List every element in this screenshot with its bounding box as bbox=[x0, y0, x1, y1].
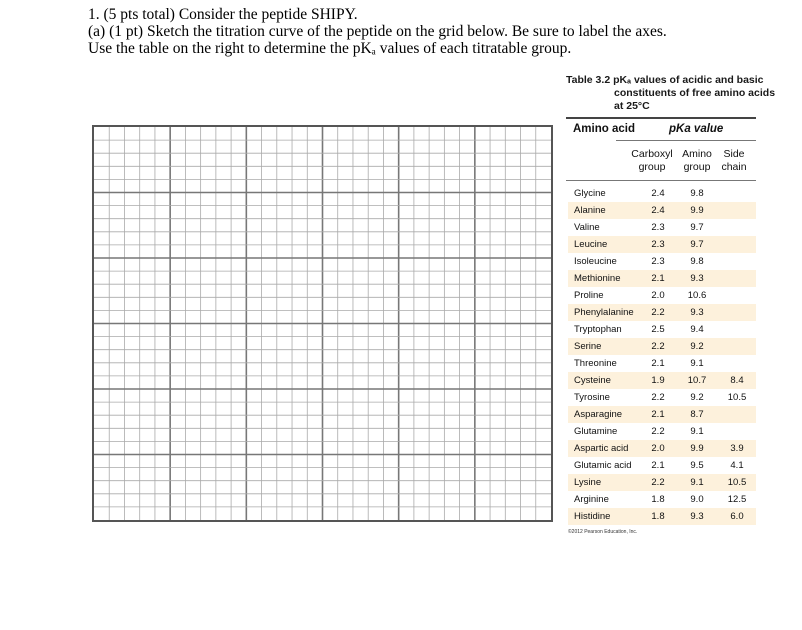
table-row bbox=[568, 219, 756, 236]
amino-pka: 10.6 bbox=[687, 290, 707, 301]
side-chain-pka: 6.0 bbox=[730, 511, 744, 522]
amino-pka: 9.9 bbox=[690, 205, 704, 216]
amino-acid-name: Glutamine bbox=[574, 426, 618, 437]
amino-acid-name: Leucine bbox=[574, 239, 608, 250]
amino-acid-name: Tryptophan bbox=[574, 324, 622, 335]
amino-acid-name: Cysteine bbox=[574, 375, 611, 386]
sub-header-side-2: chain bbox=[721, 161, 747, 173]
question-instruction: Use the table on the right to determine the pKₐ values of each titratable group. bbox=[88, 40, 572, 57]
table-row bbox=[568, 338, 756, 355]
amino-acid-name: Isoleucine bbox=[574, 256, 617, 267]
amino-acid-name: Serine bbox=[574, 341, 602, 352]
amino-acid-name: Phenylalanine bbox=[574, 307, 634, 318]
sub-header-amino-2: group bbox=[683, 161, 711, 173]
table-row bbox=[568, 304, 756, 321]
carboxyl-pka: 1.9 bbox=[651, 375, 665, 386]
carboxyl-pka: 2.2 bbox=[651, 426, 665, 437]
copyright-text: ©2012 Pearson Education, Inc. bbox=[568, 529, 638, 535]
table-row bbox=[568, 270, 756, 287]
carboxyl-pka: 2.1 bbox=[651, 460, 665, 471]
amino-pka: 9.3 bbox=[690, 307, 704, 318]
amino-acid-name: Tyrosine bbox=[574, 392, 610, 403]
table-row bbox=[568, 287, 756, 304]
amino-acid-name: Lysine bbox=[574, 477, 602, 488]
subheader-rule bbox=[566, 180, 756, 181]
amino-pka: 9.1 bbox=[690, 477, 704, 488]
table-row bbox=[568, 406, 756, 423]
amino-acid-name: Glycine bbox=[574, 188, 606, 199]
table-row bbox=[568, 491, 756, 508]
sub-header-carboxyl-2: group bbox=[638, 161, 666, 173]
amino-pka: 9.4 bbox=[690, 324, 704, 335]
side-chain-pka: 12.5 bbox=[727, 494, 747, 505]
question-title: 1. (5 pts total) Consider the peptide SHIPY. bbox=[88, 6, 358, 23]
amino-pka: 9.7 bbox=[690, 222, 704, 233]
table-row bbox=[568, 185, 756, 202]
carboxyl-pka: 2.2 bbox=[651, 392, 665, 403]
table-row bbox=[568, 372, 756, 389]
table-row bbox=[568, 423, 756, 440]
carboxyl-pka: 2.4 bbox=[651, 188, 665, 199]
amino-pka: 9.0 bbox=[690, 494, 704, 505]
carboxyl-pka: 2.5 bbox=[651, 324, 665, 335]
carboxyl-pka: 1.8 bbox=[651, 494, 665, 505]
table-row bbox=[568, 457, 756, 474]
carboxyl-pka: 2.1 bbox=[651, 358, 665, 369]
header-amino-acid: Amino acid bbox=[573, 123, 635, 135]
table-top-rule bbox=[566, 117, 756, 119]
amino-acid-name: Arginine bbox=[574, 494, 609, 505]
amino-pka: 9.3 bbox=[690, 511, 704, 522]
carboxyl-pka: 1.8 bbox=[651, 511, 665, 522]
titration-grid[interactable] bbox=[92, 125, 553, 522]
amino-acid-name: Aspartic acid bbox=[574, 443, 629, 454]
amino-pka: 9.9 bbox=[690, 443, 704, 454]
table-caption-line2: constituents of free amino acids bbox=[614, 87, 776, 99]
sub-header-carboxyl bbox=[627, 148, 677, 174]
amino-pka: 9.7 bbox=[690, 239, 704, 250]
amino-pka: 8.7 bbox=[690, 409, 704, 420]
amino-acid-name: Valine bbox=[574, 222, 600, 233]
table-caption-line3: at 25°C bbox=[614, 100, 650, 112]
table-row bbox=[568, 440, 756, 457]
grid-lines bbox=[94, 127, 551, 520]
sub-header-amino bbox=[677, 148, 717, 174]
side-chain-pka: 4.1 bbox=[730, 460, 744, 471]
table-row bbox=[568, 508, 756, 525]
carboxyl-pka: 2.3 bbox=[651, 222, 665, 233]
table-row bbox=[568, 474, 756, 491]
carboxyl-pka: 2.1 bbox=[651, 409, 665, 420]
table-row bbox=[568, 253, 756, 270]
amino-acid-name: Histidine bbox=[574, 511, 611, 522]
sub-header-amino-1: Amino bbox=[682, 148, 712, 160]
carboxyl-pka: 2.2 bbox=[651, 477, 665, 488]
carboxyl-pka: 2.0 bbox=[651, 443, 665, 454]
amino-pka: 9.5 bbox=[690, 460, 704, 471]
carboxyl-pka: 2.3 bbox=[651, 239, 665, 250]
amino-pka: 9.8 bbox=[690, 188, 704, 199]
amino-acid-name: Alanine bbox=[574, 205, 606, 216]
amino-pka: 9.1 bbox=[690, 426, 704, 437]
table-row bbox=[568, 236, 756, 253]
amino-pka: 10.7 bbox=[687, 375, 707, 386]
header-pka-value: pKa value bbox=[669, 123, 724, 135]
table-row bbox=[568, 321, 756, 338]
carboxyl-pka: 2.2 bbox=[651, 307, 665, 318]
amino-pka: 9.2 bbox=[690, 392, 704, 403]
side-chain-pka: 3.9 bbox=[730, 443, 744, 454]
carboxyl-pka: 2.3 bbox=[651, 256, 665, 267]
table-caption-line1: Table 3.2 pKₐ values of acidic and basic bbox=[566, 74, 764, 86]
side-chain-pka: 10.5 bbox=[727, 392, 747, 403]
carboxyl-pka: 2.2 bbox=[651, 341, 665, 352]
amino-acid-name: Proline bbox=[574, 290, 604, 301]
amino-acid-name: Threonine bbox=[574, 358, 617, 369]
sub-header-carboxyl-1: Carboxyl bbox=[631, 148, 673, 160]
side-chain-pka: 10.5 bbox=[727, 477, 747, 488]
amino-pka: 9.3 bbox=[690, 273, 704, 284]
side-chain-pka: 8.4 bbox=[730, 375, 744, 386]
amino-acid-name: Methionine bbox=[574, 273, 621, 284]
table-row bbox=[568, 389, 756, 406]
amino-pka: 9.8 bbox=[690, 256, 704, 267]
carboxyl-pka: 2.1 bbox=[651, 273, 665, 284]
amino-pka: 9.1 bbox=[690, 358, 704, 369]
carboxyl-pka: 2.4 bbox=[651, 205, 665, 216]
amino-acid-name: Glutamic acid bbox=[574, 460, 632, 471]
amino-pka: 9.2 bbox=[690, 341, 704, 352]
carboxyl-pka: 2.0 bbox=[651, 290, 665, 301]
sub-header-side-1: Side bbox=[723, 148, 745, 160]
amino-acid-name: Asparagine bbox=[574, 409, 623, 420]
pka-header-rule bbox=[616, 140, 756, 141]
table-row bbox=[568, 355, 756, 372]
question-part-a: (a) (1 pt) Sketch the titration curve of the peptide on the grid below. Be sure to label the axes. bbox=[88, 23, 667, 40]
table-row bbox=[568, 202, 756, 219]
sub-header-side bbox=[717, 148, 751, 174]
